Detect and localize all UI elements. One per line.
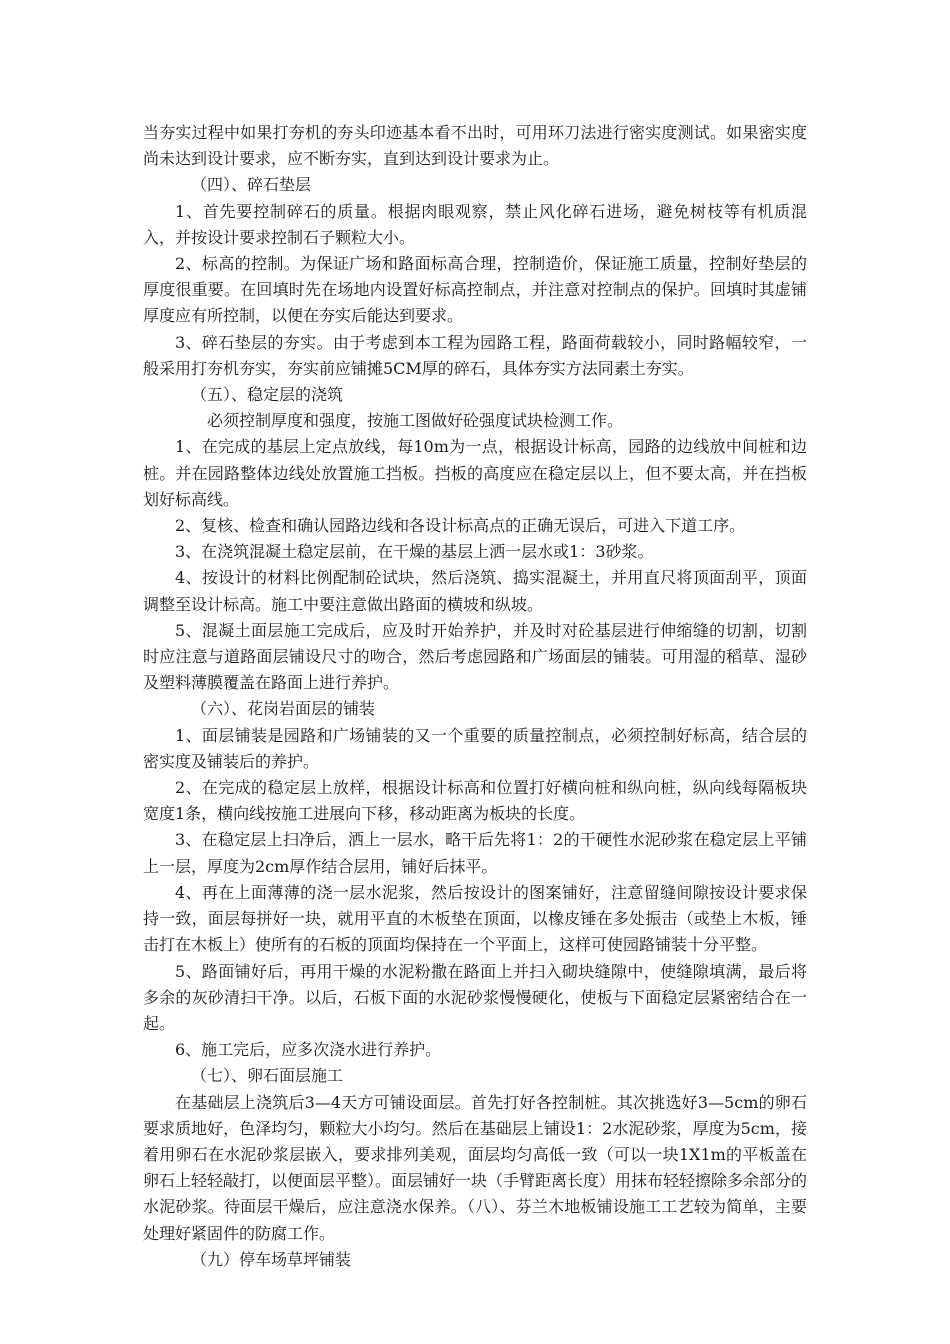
paragraph: 1、在完成的基层上定点放线，每10m为一点，根据设计标高，园路的边线放中间桩和边桩。并在园路整体边线处放置施工挡板。挡板的高度应在稳定层以上，但不要太高，并在挡板划好标高线。 — [143, 437, 807, 509]
paragraph-note: 必须控制厚度和强度，按施工图做好砼强度试块检测工作。 — [207, 411, 624, 431]
paragraph: 5、路面铺好后，再用干燥的水泥粉撒在路面上并扫入砌块缝隙中，使缝隙填满，最后将多余的灰砂清扫干净。以后，石板下面的水泥砂浆慢慢硬化，使板与下面稳定层紧密结合在一起。 — [143, 961, 807, 1033]
paragraph: 4、按设计的材料比例配制砼试块，然后浇筑、捣实混凝土，并用直尺将顶面刮平，顶面调整至设计标高。施工中要注意做出路面的横坡和纵坡。 — [143, 568, 807, 614]
paragraph: 3、碎石垫层的夯实。由于考虑到本工程为园路工程，路面荷载较小，同时路幅较窄，一般采用打夯机夯实，夯实前应铺摊5CM厚的碎石，具体夯实方法同素土夯实。 — [143, 332, 807, 378]
paragraph: 2、在完成的稳定层上放样，根据设计标高和位置打好横向桩和纵向桩，纵向线每隔板块宽度1条，横向线按施工进展向下移，移动距离为板块的长度。 — [143, 778, 807, 824]
paragraph-continuation: 当夯实过程中如果打夯机的夯头印迹基本看不出时，可用环刀法进行密实度测试。如果密实度尚未达到设计要求，应不断夯实，直到达到设计要求为止。 — [143, 123, 807, 169]
paragraph: 6、施工完后，应多次浇水进行养护。 — [175, 1040, 442, 1060]
paragraph: 1、首先要控制碎石的质量。根据肉眼观察，禁止风化碎石进场，避免树枝等有机质混入，并按设计要求控制石子颗粒大小。 — [143, 201, 807, 247]
section-heading-6: （六）、花岗岩面层的铺装 — [191, 699, 376, 719]
paragraph: 3、在稳定层上扫净后，洒上一层水，略干后先将1：2的干硬性水泥砂浆在稳定层上平铺上一层，厚度为2cm厚作结合层用，铺好后抹平。 — [143, 830, 807, 876]
section-heading-7: （七）、卵石面层施工 — [191, 1066, 344, 1086]
section-heading-5: （五）、稳定层的浇筑 — [191, 385, 344, 405]
paragraph: 5、混凝土面层施工完成后，应及时开始养护，并及时对砼基层进行伸缩缝的切割，切割时应注意与道路面层铺设尺寸的吻合，然后考虑园路和广场面层的铺装。可用湿的稻草、湿砂及塑料薄膜覆盖在路面上进行养护。 — [143, 620, 807, 693]
paragraph: 1、面层铺装是园路和广场铺装的又一个重要的质量控制点，必须控制好标高，结合层的密实度及铺装后的养护。 — [143, 725, 807, 771]
section-heading-9: （九）停车场草坪铺装 — [191, 1249, 352, 1269]
paragraph: 4、再在上面薄薄的浇一层水泥浆，然后按设计的图案铺好，注意留缝间隙按设计要求保持一致，面层每拼好一块，就用平直的木板垫在顶面，以橡皮锤在多处振击（或垫上木板，锤击打在木板上）使所有的石板的顶面均保持在一个平面上，这样可使园路铺装十分平整。 — [143, 882, 807, 955]
paragraph: 在基础层上浇筑后3—4天方可铺设面层。首先打好各控制桩。其次挑选好3—5cm的卵石要求质地好，色泽均匀，颗粒大小均匀。然后在基础层上铺设1：2水泥砂浆，厚度为5cm，接着用卵石在水泥砂浆层嵌入，要求排列美观，面层均匀高低一致（可以一块1X1m的平板盖在卵石上轻轻敲打，以便面层平整）。面层铺好一块（手臂距离长度）用抹布轻轻擦除多余部分的水泥砂浆。待面层干燥后，应注意浇水保养。（八）、芬兰木地板铺设施工工艺较为简单，主要处理好紧固件的防腐工作。 — [143, 1092, 808, 1243]
paragraph: 3、在浇筑混凝土稳定层前，在干燥的基层上洒一层水或1：3砂浆。 — [175, 542, 654, 562]
section-heading-4: （四）、碎石垫层 — [191, 175, 312, 195]
paragraph: 2、标高的控制。为保证广场和路面标高合理，控制造价，保证施工质量，控制好垫层的厚度很重要。在回填时先在场地内设置好标高控制点，并注意对控制点的保护。回填时其虚铺厚度应有所控制，以便在夯实后能达到要求。 — [143, 254, 807, 326]
paragraph: 2、复核、检查和确认园路边线和各设计标高点的正确无误后，可进入下道工序。 — [175, 516, 746, 536]
document-body — [143, 120, 807, 1273]
